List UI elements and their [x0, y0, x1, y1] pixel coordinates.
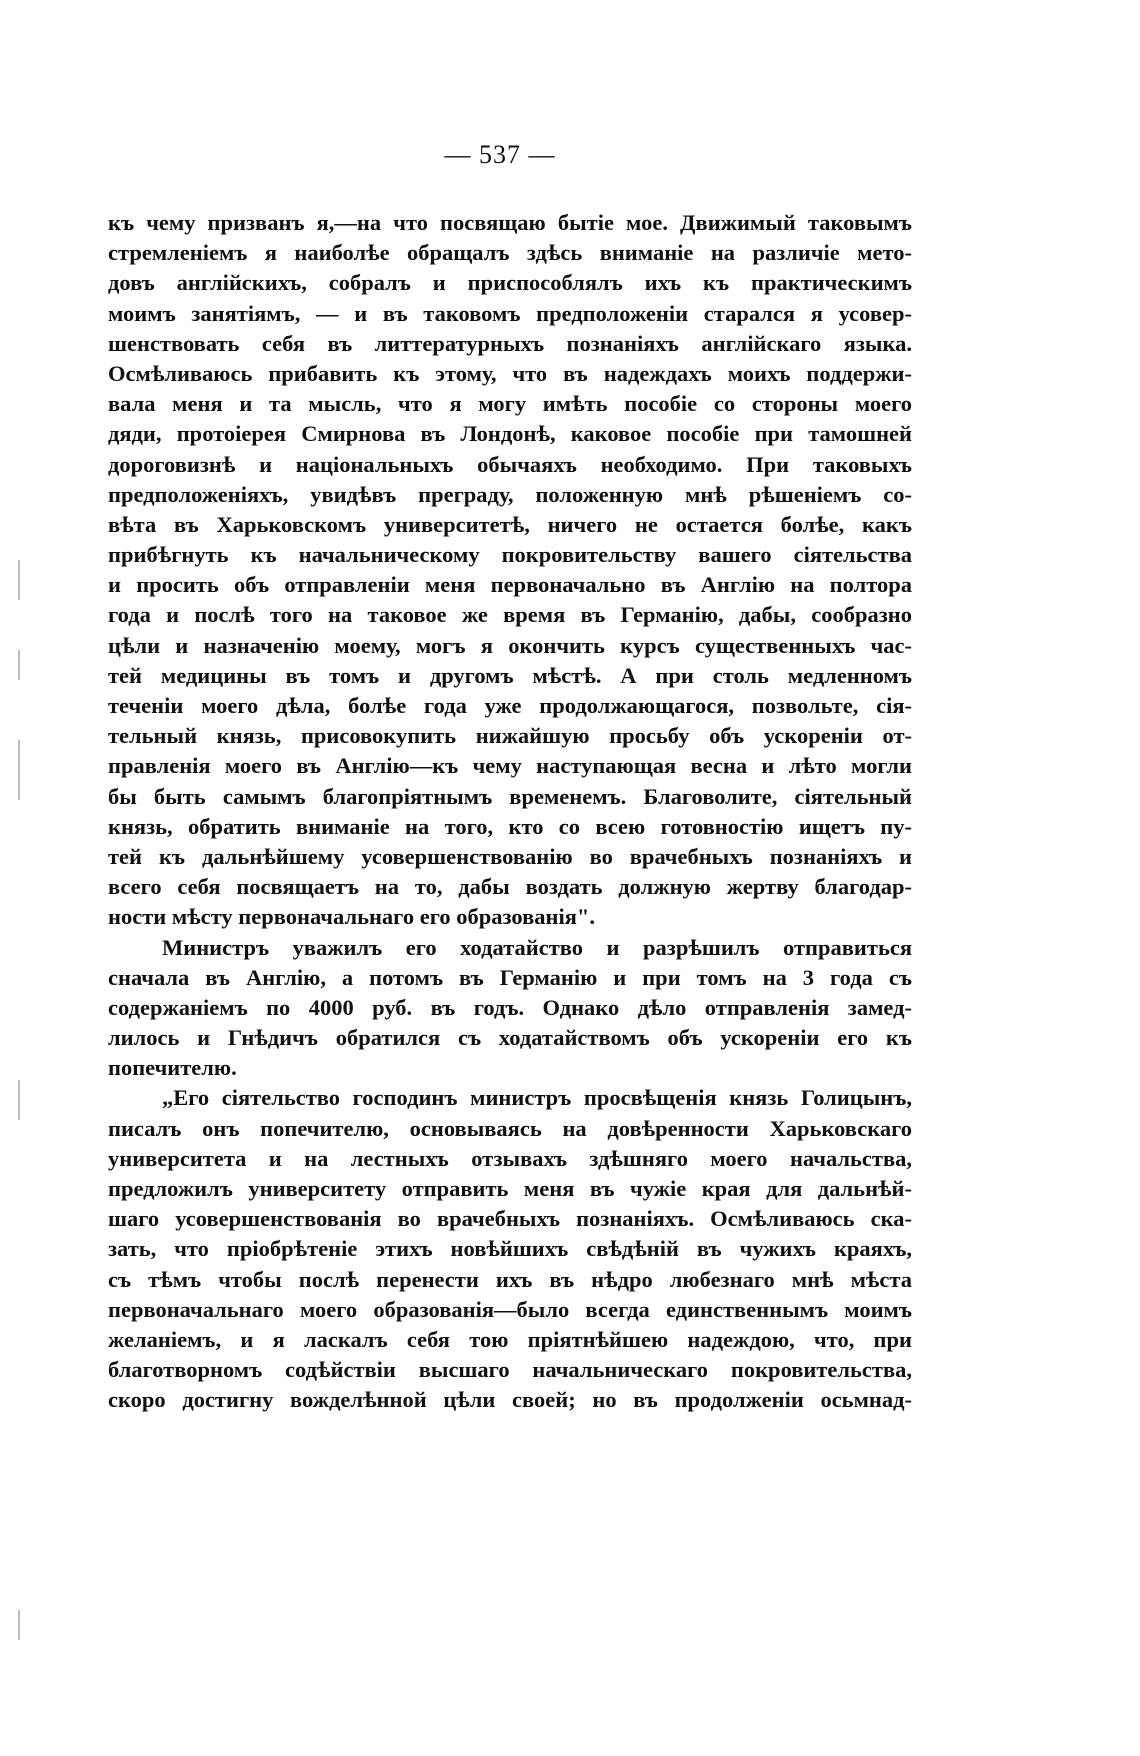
text-line: зать, что пріобрѣтеніе этихъ новѣйшихъ свѣдѣній въ чужихъ краяхъ,: [108, 1236, 912, 1262]
page-number: — 537 —: [444, 140, 556, 169]
text-line: попечителю.: [108, 1055, 237, 1081]
text-line: стремленіемъ я наиболѣе обращалъ здѣсь вниманіе на различіе мето-: [108, 240, 912, 266]
text-line: шенствовать себя въ литтературныхъ познаніяхъ англійскаго языка.: [108, 330, 912, 356]
text-line: лилось и Гнѣдичъ обратился съ ходатайствомъ объ ускореніи его къ: [108, 1025, 912, 1051]
text-line: цѣли и назначенію моему, могъ я окончить курсъ существенныхъ час-: [108, 632, 912, 658]
text-line: благотворномъ содѣйствіи высшаго начальническаго покровительства,: [108, 1357, 912, 1383]
text-line: года и послѣ того на таковое же время въ Германію, дабы, сообразно: [108, 602, 912, 628]
text-line: ности мѣсту первоначальнаго его образованія".: [108, 904, 596, 930]
text-line: предложилъ университету отправить меня въ чужіе края для дальнѣй-: [108, 1176, 912, 1201]
text-line: сначала въ Англію, а потомъ въ Германію и при томъ на 3 года съ: [108, 964, 912, 990]
text-line: предположеніяхъ, увидѣвъ преграду, положенную мнѣ рѣшеніемъ со-: [108, 481, 912, 507]
text-line: теченіи моего дѣла, болѣе года уже продолжающагося, позвольте, сія-: [108, 693, 912, 718]
body-text: [108, 208, 912, 1416]
text-line: университета и на лестныхъ отзывахъ здѣшняго моего начальства,: [108, 1145, 912, 1171]
margin-mark: [18, 740, 20, 800]
text-line: вѣта въ Харьковскомъ университетѣ, ничего не остается болѣе, какъ: [108, 511, 912, 537]
text-line: прибѣгнуть къ начальническому покровительству вашего сіятельства: [108, 542, 912, 568]
margin-mark: [18, 1610, 20, 1640]
text-line: князь, обратить вниманіе на того, кто со всею готовностію ищетъ пу-: [108, 813, 912, 839]
text-line: шаго усовершенствованія во врачебныхъ познаніяхъ. Осмѣливаюсь ска-: [108, 1206, 912, 1232]
margin-mark: [18, 1080, 20, 1120]
text-line: писалъ онъ попечителю, основываясь на довѣренности Харьковскаго: [108, 1115, 912, 1141]
text-line: вала меня и та мысль, что я могу имѣть пособіе со стороны моего: [108, 391, 912, 417]
text-line: съ тѣмъ чтобы послѣ перенести ихъ въ нѣдро любезнаго мнѣ мѣста: [108, 1266, 912, 1292]
text-line: желаніемъ, и я ласкалъ себя тою пріятнѣйшею надеждою, что, при: [108, 1326, 912, 1352]
text-line: Министръ уважилъ его ходатайство и разрѣшилъ отправиться: [162, 934, 912, 960]
text-line: дяди, протоіерея Смирнова въ Лондонѣ, каковое пособіе при тамошней: [108, 421, 912, 447]
text-line: всего себя посвящаетъ на то, дабы воздать должную жертву благодар-: [108, 874, 912, 900]
text-line: содержаніемъ по 4000 руб. въ годъ. Однако дѣло отправленія замед-: [108, 994, 912, 1020]
text-line: бы быть самымъ благопріятнымъ временемъ. Благоволите, сіятельный: [108, 783, 912, 809]
text-line: скоро достигну вожделѣнной цѣли своей; но въ продолженіи осьмнад-: [108, 1387, 912, 1413]
text-line: Осмѣливаюсь прибавить къ этому, что въ надеждахъ моихъ поддержи-: [108, 360, 912, 386]
text-line: правленія моего въ Англію—къ чему наступающая весна и лѣто могли: [108, 753, 912, 779]
margin-mark: [18, 650, 20, 680]
text-line: дороговизнѣ и національныхъ обычаяхъ необходимо. При таковыхъ: [108, 451, 912, 477]
text-line: и просить объ отправленіи меня первоначально въ Англію на полтора: [108, 572, 912, 598]
text-line: тельный князь, присовокупить нижайшую просьбу объ ускореніи от-: [108, 723, 912, 749]
text-line: моимъ занятіямъ, — и въ таковомъ предположеніи старался я усовер-: [108, 300, 912, 326]
text-line: „Его сіятельство господинъ министръ просвѣщенія князь Голицынъ,: [162, 1085, 912, 1111]
margin-mark: [18, 560, 20, 600]
text-line: довъ англійскихъ, собралъ и приспособлялъ ихъ къ практическимъ: [108, 270, 912, 296]
text-line: тей медицины въ томъ и другомъ мѣстѣ. А при столь медленномъ: [108, 662, 912, 688]
text-line: тей къ дальнѣйшему усовершенствованію во врачебныхъ познаніяхъ и: [108, 843, 912, 869]
text-line: къ чему призванъ я,—на что посвящаю бытіе мое. Движимый таковымъ: [108, 210, 912, 235]
text-line: первоначальнаго моего образованія—было всегда единственнымъ моимъ: [108, 1296, 912, 1322]
margin-marks: [18, 560, 22, 1640]
